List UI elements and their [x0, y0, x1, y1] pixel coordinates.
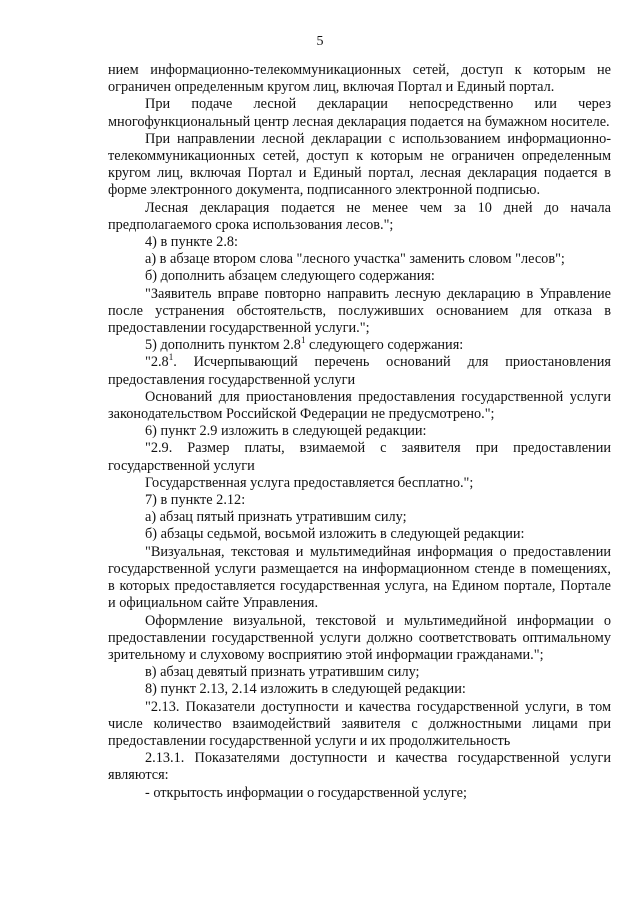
- paragraph: Лесная декларация подается не менее чем за 10 дней до начала предполагаемого срока использования лесов.";: [108, 199, 611, 233]
- paragraph: 6) пункт 2.9 изложить в следующей редакции:: [145, 423, 427, 440]
- paragraph: Государственная услуга предоставляется бесплатно.";: [145, 474, 474, 491]
- paragraph: - открытость информации о государственной услуге;: [145, 784, 467, 801]
- paragraph: а) абзац пятый признать утратившим силу;: [145, 509, 407, 526]
- paragraph: 7) в пункте 2.12:: [145, 492, 246, 509]
- page-number: 5: [316, 34, 324, 49]
- paragraph: в) абзац девятый признать утратившим силу;: [145, 664, 420, 681]
- paragraph: 4) в пункте 2.8:: [145, 234, 239, 251]
- paragraph-text: следующего содержания:: [305, 337, 464, 354]
- paragraph-text: "2.8: [145, 354, 169, 371]
- paragraph-text: 5) дополнить пунктом 2.8: [145, 337, 301, 354]
- superscript: 1: [300, 335, 306, 346]
- paragraph: "2.9. Размер платы, взимаемой с заявителя при предоставлении государственной услуги: [108, 440, 611, 474]
- paragraph: [108, 354, 611, 388]
- paragraph: "2.13. Показатели доступности и качества государственной услуги, в том числе количество взаимодействий заявителя с должностными лицами при предоставлении государственной услуги и их продолжительность: [108, 698, 611, 749]
- paragraph: 8) пункт 2.13, 2.14 изложить в следующей редакции:: [145, 681, 466, 698]
- paragraph: Оформление визуальной, текстовой и мультимедийной информации о предоставлении государственной услуги должно соответствовать оптимальному зрительному и слуховому восприятию этой информации гражданами.";: [108, 612, 611, 663]
- paragraph: При подаче лесной декларации непосредственно или через многофункциональный центр лесная декларация подается на бумажном носителе.: [108, 96, 611, 130]
- paragraph: "Заявитель вправе повторно направить лесную декларацию в Управление после устранения обстоятельств, послуживших основанием для отказа в предоставлении государственной услуги.";: [108, 285, 611, 337]
- paragraph: б) абзацы седьмой, восьмой изложить в следующей редакции:: [145, 526, 525, 543]
- paragraph: При направлении лесной декларации с использованием информационно-телекоммуникационных сетей, доступ к которым не ограничен определенным кругом лиц, включая Портал и Единый портал, лесная декларация подается в форме электронного документа, подписанного электронной подписью.: [108, 130, 611, 199]
- paragraph: а) в абзаце втором слова "лесного участка" заменить словом "лесов";: [145, 251, 565, 268]
- paragraph: нием информационно-телекоммуникационных сетей, доступ к которым не ограничен определенным кругом лиц, включая Портал и Единый портал.: [108, 62, 611, 96]
- paragraph: "Визуальная, текстовая и мультимедийная информация о предоставлении государственной услуги размещается на информационном стенде в помещениях, в которых предоставляется государственная услуга, на Едином портале, Портале и официальном сайте Управления.: [108, 543, 611, 612]
- paragraph: б) дополнить абзацем следующего содержания:: [145, 268, 435, 285]
- document-body: [108, 62, 611, 802]
- paragraph: Оснований для приостановления предоставления государственной услуги законодательством Российской Федерации не предусмотрено.";: [108, 388, 611, 423]
- paragraph: 2.13.1. Показателями доступности и качества государственной услуги являются:: [108, 750, 611, 784]
- paragraph: [108, 337, 611, 354]
- paragraph-text: . Исчерпывающий перечень оснований для приостановления предоставления государственной услуги: [108, 354, 611, 388]
- superscript: 1: [168, 352, 174, 363]
